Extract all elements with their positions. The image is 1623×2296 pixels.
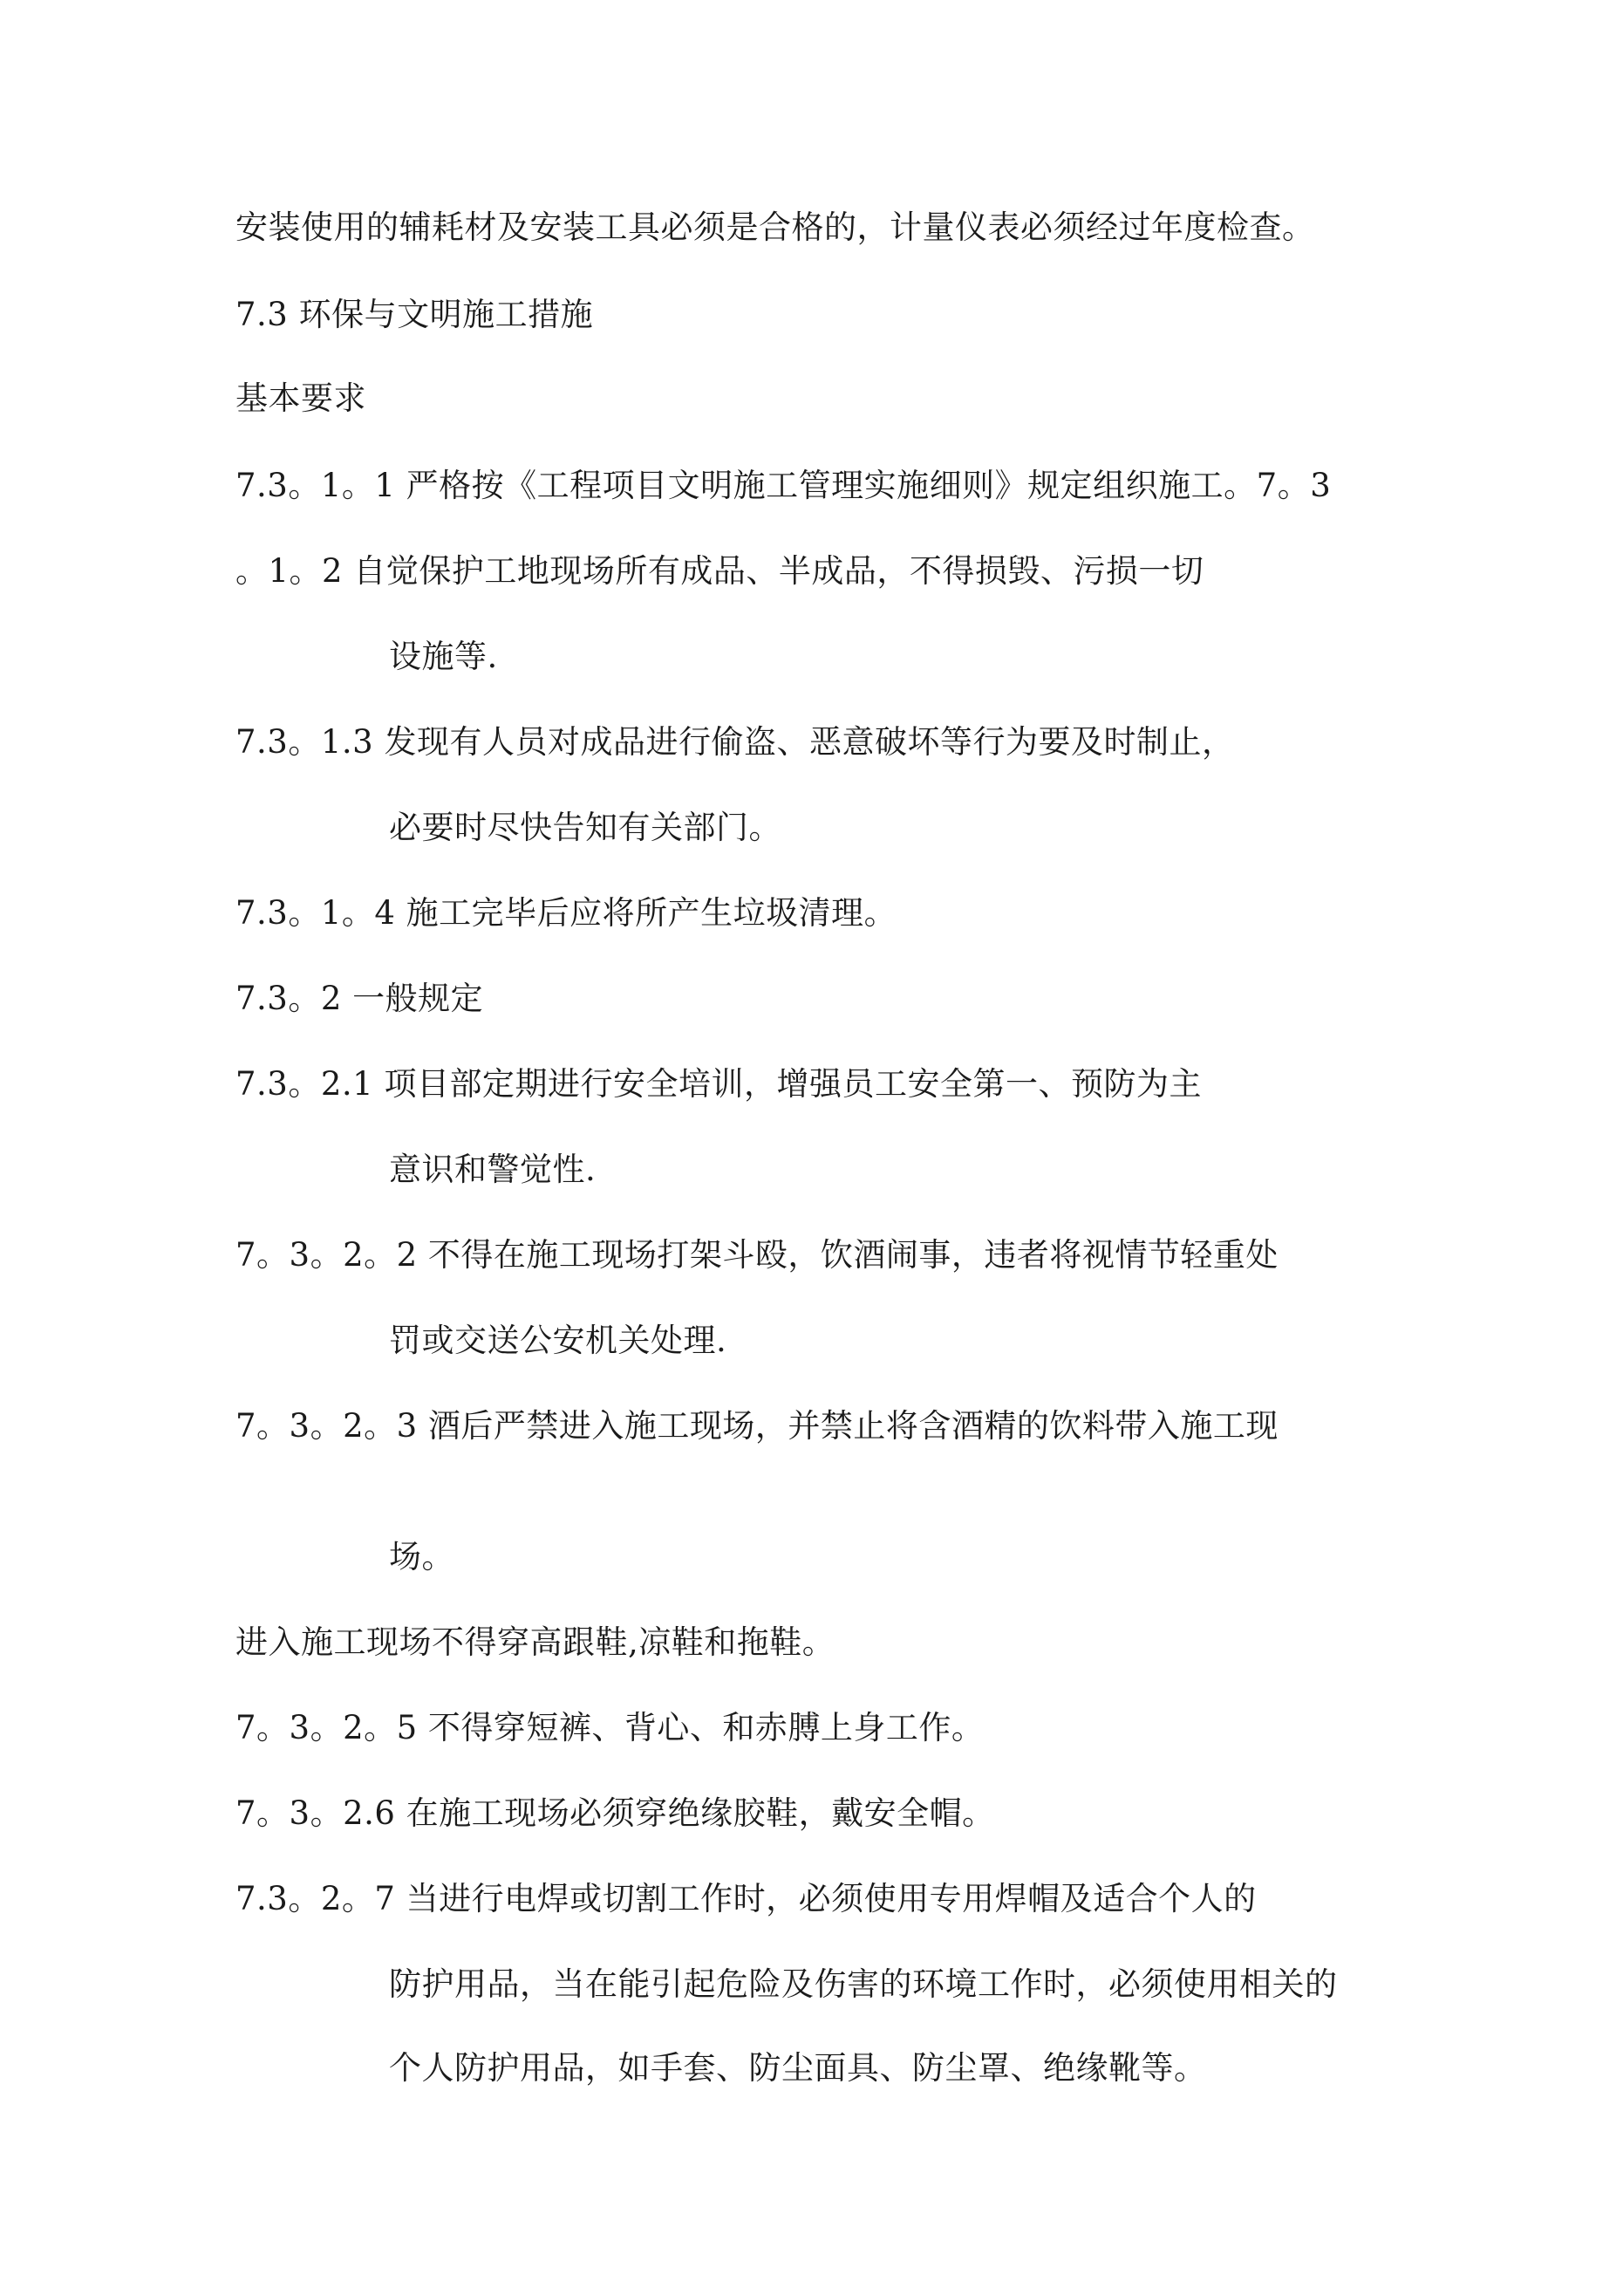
clause-line: 7。3。2。5 不得穿短裤、背心、和赤膊上身工作。 [235,1709,985,1746]
clause-continuation: 场。 [389,1538,454,1575]
paragraph-line: 安装使用的辅耗材及安装工具必须是合格的，计量仪表必须经过年度检查。 [235,208,1315,246]
clause-line: 7。3。2.6 在施工现场必须穿绝缘胶鞋，戴安全帽。 [235,1794,995,1832]
subsection-heading: 基本要求 [235,379,366,417]
clause-line: 7.3。2。7 当进行电焊或切割工作时，必须使用专用焊帽及适合个人的 [235,1880,1257,1917]
clause-line: 7.3。1.3 发现有人员对成品进行偷盗、恶意破坏等行为要及时制止， [235,723,1235,761]
clause-line: 进入施工现场不得穿高跟鞋,凉鞋和拖鞋。 [235,1623,835,1661]
clause-line: 7.3。1。4 施工完毕后应将所产生垃圾清理。 [235,894,897,932]
clause-continuation: 必要时尽快告知有关部门。 [389,809,781,846]
clause-line: 。1。2 自觉保护工地现场所有成品、半成品，不得损毁、污损一切 [235,552,1204,590]
clause-line: 7.3。2.1 项目部定期进行安全培训，增强员工安全第一、预防为主 [235,1065,1202,1103]
clause-line: 7.3。1。1 严格按《工程项目文明施工管理实施细则》规定组织施工。7。3 [235,467,1332,504]
clause-continuation: 意识和警觉性. [389,1151,597,1188]
clause-continuation: 设施等. [389,638,498,675]
section-heading: 7.3 环保与文明施工措施 [235,296,594,333]
clause-line: 7。3。2。3 酒后严禁进入施工现场，并禁止将含酒精的饮料带入施工现 [235,1407,1279,1445]
clause-continuation: 防护用品，当在能引起危险及伤害的环境工作时，必须使用相关的 [389,1965,1338,2003]
clause-continuation: 罚或交送公安机关处理. [389,1322,727,1359]
clause-continuation: 个人防护用品，如手套、防尘面具、防尘罩、绝缘靴等。 [389,2049,1207,2087]
clause-heading: 7.3。2 一般规定 [235,980,484,1017]
clause-line: 7。3。2。2 不得在施工现场打架斗殴，饮酒闹事，违者将视情节轻重处 [235,1236,1279,1274]
